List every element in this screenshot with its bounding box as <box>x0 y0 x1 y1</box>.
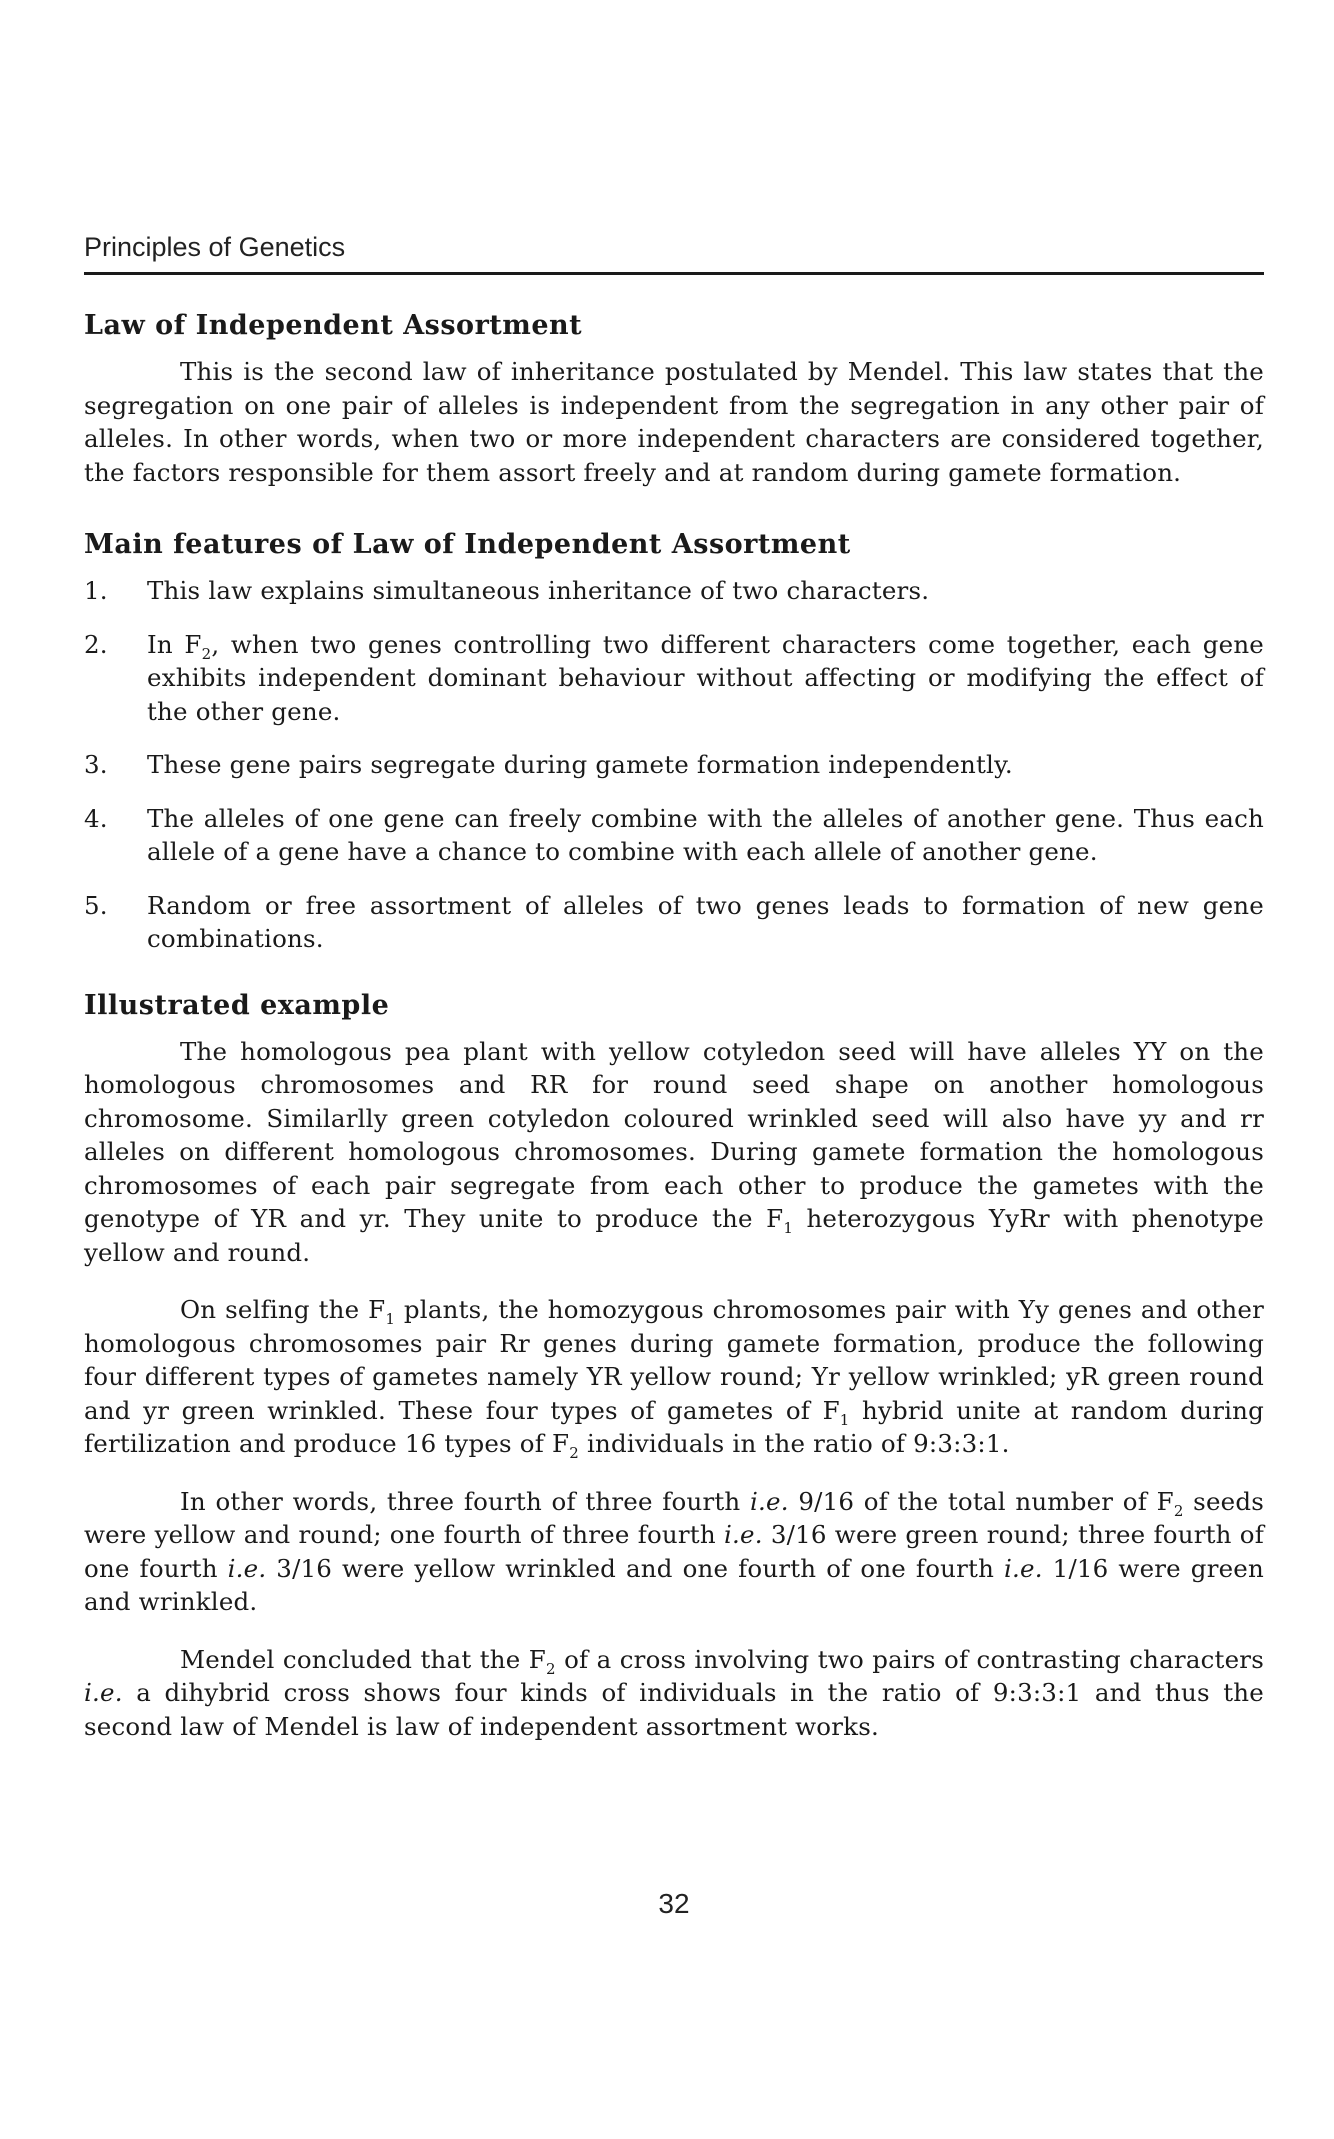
page-content <box>84 310 1264 1783</box>
text-fragment: 3/16 were yellow wrinkled and one fourth of one fourth <box>266 1553 1004 1583</box>
subscript: 1 <box>783 1219 794 1237</box>
list-item <box>84 802 1264 869</box>
list-item-text: Random or free assortment of alleles of two genes leads to formation of new gene combinations. <box>147 890 1264 953</box>
text-fragment: The homologous pea plant with yellow cotyledon seed will have alleles YY on the homologous chromosomes and RR for round seed shape on another homologous chromosome. Similarlly green cotyledon coloured wrinkled seed will also have yy and rr alleles on different homologous chromosomes. During gamete formation the homologous chromosomes of each pair segregate from each other to produce the gametes with the genotype of YR and yr. They unite to produce the F <box>84 1036 1264 1233</box>
list-item <box>84 628 1264 729</box>
header-rule <box>84 272 1264 275</box>
list-item-text: This law explains simultaneous inheritance of two characters. <box>147 576 930 605</box>
italic-ie: i.e. <box>723 1520 763 1549</box>
section-heading: Illustrated example <box>84 989 390 1021</box>
text-fragment: of a cross involving two pairs of contrasting characters <box>555 1644 1264 1674</box>
example-paragraph-2 <box>84 1293 1264 1461</box>
list-item-number: 3. <box>84 750 108 779</box>
text-fragment: individuals in the ratio of 9:3:3:1. <box>578 1429 1010 1458</box>
list-item-number: 1. <box>84 576 108 605</box>
subscript: 2 <box>201 644 212 663</box>
text-fragment: seeds were yellow and round; one fourth of three fourth <box>84 1486 1264 1549</box>
text-fragment: heterozygous YyRr with phenotype yellow and round. <box>84 1204 1264 1267</box>
example-paragraph-3 <box>84 1485 1264 1619</box>
italic-ie: i.e. <box>84 1678 123 1707</box>
list-item-text: These gene pairs segregate during gamete formation independently. <box>147 750 1013 779</box>
features-list <box>84 574 1264 956</box>
subscript: 2 <box>545 1659 556 1678</box>
italic-ie: i.e. <box>1004 1553 1043 1583</box>
list-item-number: 5. <box>84 890 108 920</box>
text-fragment: In F <box>147 629 202 659</box>
list-item <box>84 889 1264 956</box>
text-fragment: On selfing the F <box>180 1295 386 1324</box>
subscript: 2 <box>569 1444 579 1462</box>
text-fragment: In other words, three fourth of three fourth <box>180 1486 751 1516</box>
subscript: 2 <box>1173 1501 1184 1520</box>
list-item-number: 2. <box>84 629 108 659</box>
text-fragment: plants, the homozygous chromosomes pair with Yy genes and other homologous chromosomes pair Rr genes during gamete formation, produce the following four different types of gametes namely YR yellow round; Yr yellow wrinkled; yR green round and yr green wrinkled. These four types of gametes of F <box>84 1295 1264 1425</box>
text-fragment: 3/16 were green round; three fourth of one fourth <box>84 1520 1264 1583</box>
intro-paragraph: This is the second law of inheritance postulated by Mendel. This law states that the segregation on one pair of alleles is independent from the segregation in any other pair of alleles. In other words, when two or more independent characters are considered together, the factors responsible for them assort freely and at random during gamete formation. <box>84 357 1264 487</box>
page-number: 32 <box>658 1888 690 1919</box>
italic-ie: i.e. <box>227 1553 267 1583</box>
text-fragment: Mendel concluded that the F <box>180 1644 546 1674</box>
section-law-of-independent-assortment <box>84 310 1264 489</box>
running-header: Principles of Genetics <box>84 232 346 262</box>
section-heading: Law of Independent Assortment <box>84 310 583 341</box>
italic-ie: i.e. <box>750 1486 789 1516</box>
example-paragraph-1 <box>84 1035 1264 1270</box>
subscript: 1 <box>839 1410 850 1429</box>
text-fragment: a dihybrid cross shows four kinds of individuals in the ratio of 9:3:3:1 and thus the second law of Mendel is law of independent assortment works. <box>84 1678 1264 1741</box>
example-paragraph-4 <box>84 1643 1264 1744</box>
list-item <box>84 748 1264 782</box>
text-fragment: , when two genes controlling two different characters come together, each gene exhibits independent dominant behaviour without affecting or modifying the effect of the other gene. <box>147 629 1264 726</box>
section-illustrated-example <box>84 990 1264 1744</box>
list-item-number: 4. <box>84 803 108 833</box>
section-heading: Main features of Law of Independent Assortment <box>84 529 851 560</box>
text-fragment: 9/16 of the total number of F <box>788 1486 1174 1516</box>
list-item-text <box>147 630 1264 726</box>
text-fragment: 1/16 were green and wrinkled. <box>84 1553 1264 1616</box>
subscript: 1 <box>385 1310 396 1328</box>
text-fragment: hybrid unite at random during fertilization and produce 16 types of F <box>84 1395 1264 1458</box>
list-item <box>84 574 1264 608</box>
section-main-features <box>84 529 1264 956</box>
list-item-text: The alleles of one gene can freely combine with the alleles of another gene. Thus each allele of a gene have a chance to combine with each allele of another gene. <box>147 803 1264 866</box>
